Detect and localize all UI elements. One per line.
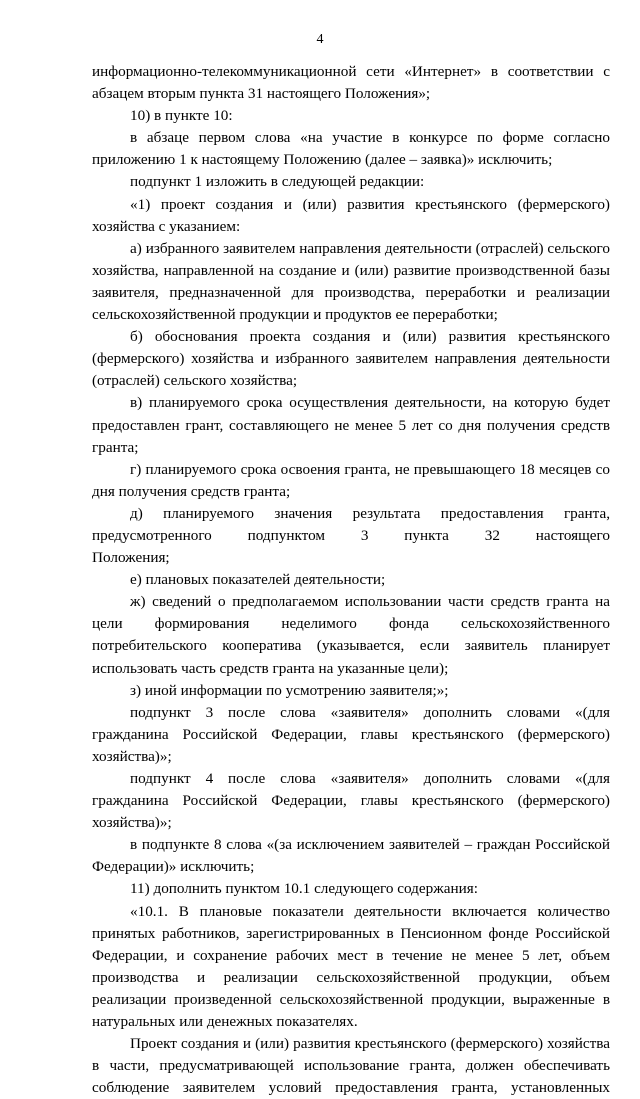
paragraph: Проект создания и (или) развития крестьянского (фермерского) хозяйства в части, предусматривающей использование гранта, должен обеспечивать соблюдение заявителем условий предоставления гранта, установленных <box>92 1035 610 1097</box>
document-body <box>92 61 610 1099</box>
paragraph: подпункт 1 изложить в следующей редакции: <box>130 173 425 191</box>
paragraph: информационно-телекоммуникационной сети «Интернет» в соответствии с абзацем вторым пункта 31 настоящего Положения»; <box>92 63 610 103</box>
paragraph: а) избранного заявителем направления деятельности (отраслей) сельского хозяйства, направленной на создание и (или) развитие производственной базы заявителя, предназначенной для производства, переработки и реализации сельскохозяйственной продукции и продуктов ее переработки; <box>92 239 610 324</box>
paragraph: в абзаце первом слова «на участие в конкурсе по форме согласно приложению 1 к настоящему Положению (далее – заявка)» исключить; <box>92 129 610 169</box>
paragraph: б) обоснования проекта создания и (или) развития крестьянского (фермерского) хозяйства и избранного заявителем направления деятельности (отраслей) сельского хозяйства; <box>92 328 610 390</box>
paragraph: подпункт 4 после слова «заявителя» дополнить словами «(для гражданина Российской Федерации, главы крестьянского (фермерского) хозяйства)»; <box>92 770 610 832</box>
paragraph: з) иной информации по усмотрению заявителя;»; <box>130 681 449 699</box>
page-number: 4 <box>316 32 324 47</box>
paragraph: в) планируемого срока осуществления деятельности, на которую будет предоставлен грант, составляющего не менее 5 лет со дня получения средств гранта; <box>92 394 610 456</box>
paragraph: ж) сведений о предполагаемом использовании части средств гранта на цели формирования неделимого фонда сельскохозяйственного потребительского кооператива (указывается, если заявитель планирует использовать часть средств гранта на указанные цели); <box>92 593 610 677</box>
paragraph: «10.1. В плановые показатели деятельности включается количество принятых работников, зарегистрированных в Пенсионном фонде Российской Федерации, и сохранение рабочих мест в течение не менее 5 лет, объем производства и реализации сельскохозяйственной продукции, объем реализации произведенной сельскохозяйственной продукции, выраженные в натуральных или денежных показателях. <box>92 902 610 1031</box>
paragraph: г) планируемого срока освоения гранта, не превышающего 18 месяцев со дня получения средств гранта; <box>92 460 610 500</box>
paragraph: 10) в пункте 10: <box>130 107 233 125</box>
paragraph: в подпункте 8 слова «(за исключением заявителей – граждан Российской Федерации)» исключить; <box>92 836 610 876</box>
paragraph: е) плановых показателей деятельности; <box>130 571 386 589</box>
paragraph: 11) дополнить пунктом 10.1 следующего содержания: <box>130 880 478 898</box>
paragraph: подпункт 3 после слова «заявителя» дополнить словами «(для гражданина Российской Федерации, главы крестьянского (фермерского) хозяйства)»; <box>92 703 610 765</box>
paragraph: д) планируемого значения результата предоставления гранта, предусмотренного подпунктом 3 пункта 32 настоящего Положения; <box>92 504 610 567</box>
paragraph: «1) проект создания и (или) развития крестьянского (фермерского) хозяйства с указанием: <box>92 195 610 235</box>
